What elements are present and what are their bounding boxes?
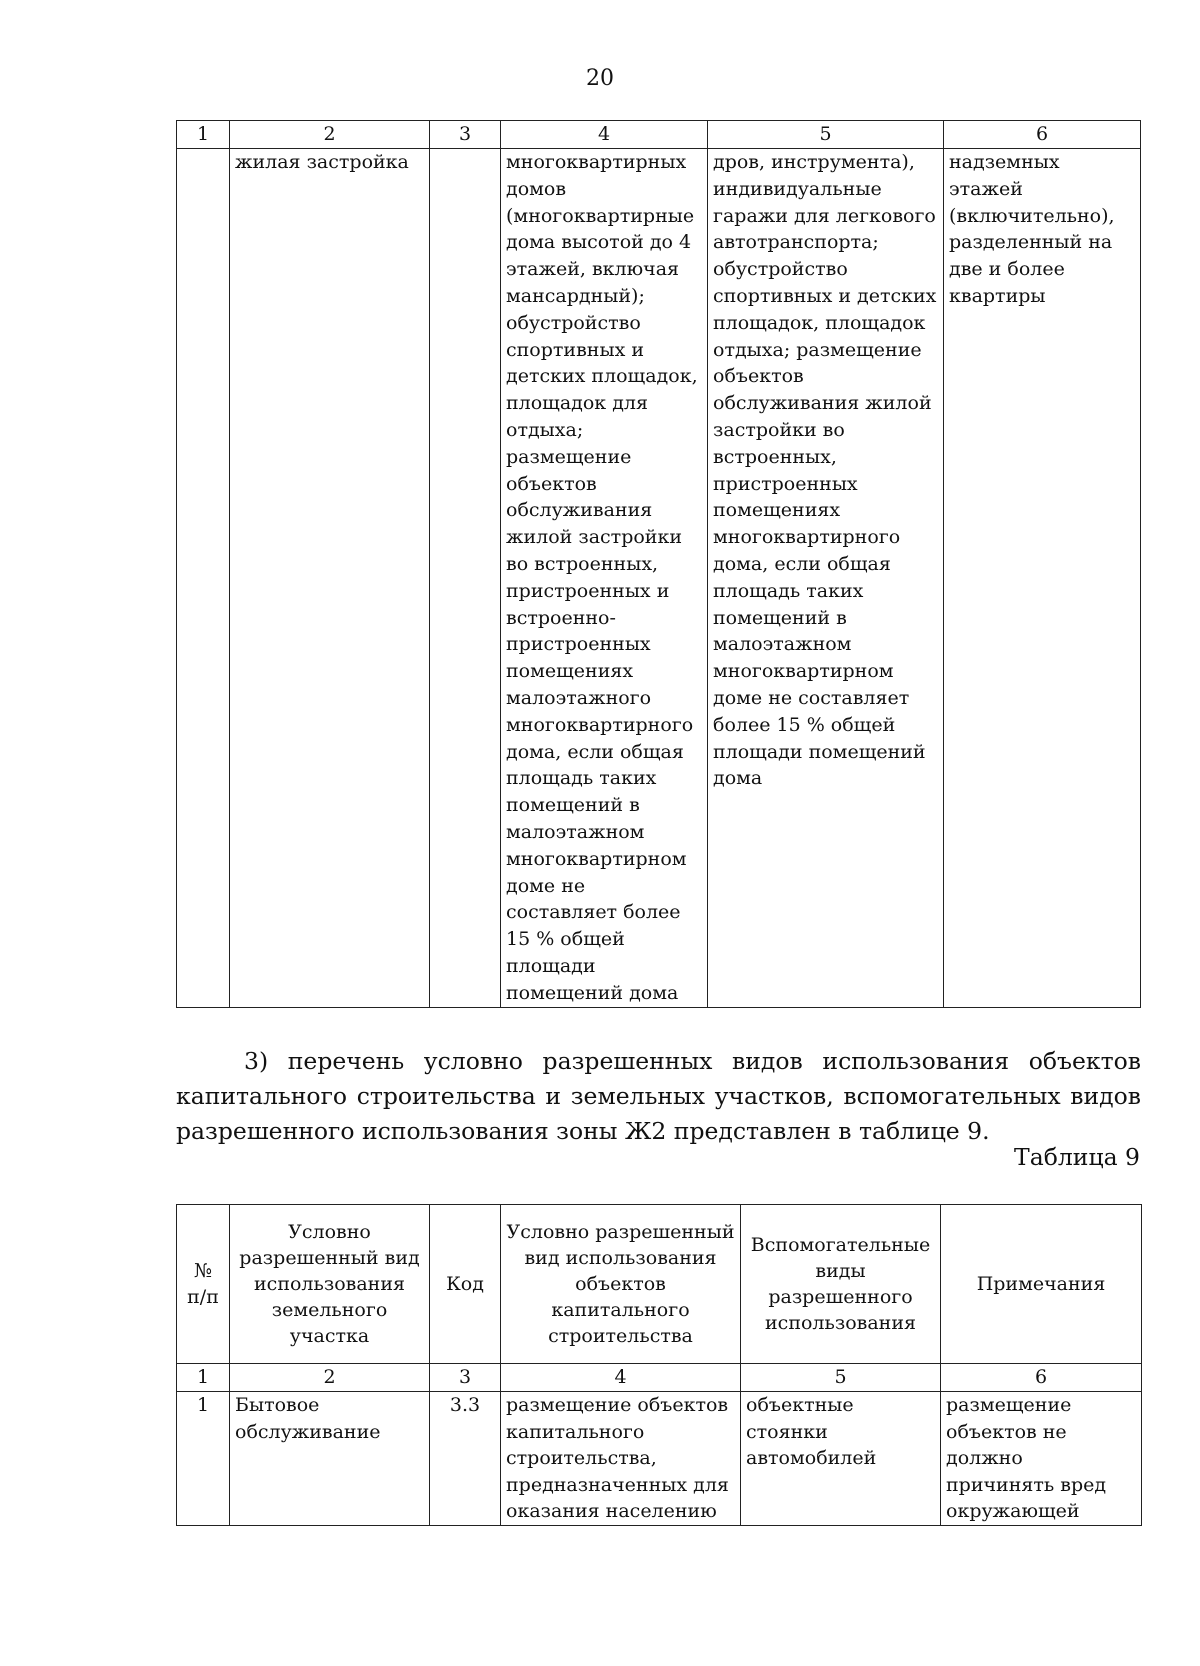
header-code: Код (430, 1205, 501, 1364)
continued-table (176, 120, 1141, 1008)
index-cell: 1 (177, 121, 230, 149)
code-cell (430, 149, 501, 1008)
notes-cell: размещение объектов не должно причинять вред окружающей (941, 1392, 1142, 1526)
header-capital-use: Условно разрешенный вид использования объектов капитального строительства (501, 1205, 741, 1364)
land-use-cell: жилая застройка (230, 149, 430, 1008)
index-cell: 3 (430, 1364, 501, 1392)
header-land-use: Условно разрешенный вид использования земельного участка (230, 1205, 430, 1364)
index-cell: 1 (177, 1364, 230, 1392)
index-cell: 4 (501, 121, 708, 149)
num-cell (177, 149, 230, 1008)
code-cell: 3.3 (430, 1392, 501, 1526)
table-header-row (177, 1205, 1142, 1364)
index-cell: 6 (941, 1364, 1142, 1392)
auxiliary-cell: дров, инструмента), индивидуальные гаражи для легкового автотранспорта; обустройство спортивных и детских площадок, площадок отдыха; размещение объектов обслуживания жилой застройки во встроенных, пристроенных помещениях многоквартирного дома, если общая площадь таких помещений в малоэтажном многоквартирном доме не составляет более 15 % общей площади помещений дома (708, 149, 944, 1008)
index-cell: 3 (430, 121, 501, 149)
notes-cell: надземных этажей (включительно), разделенный на две и более квартиры (944, 149, 1141, 1008)
page-number: 20 (586, 66, 614, 91)
index-cell: 4 (501, 1364, 741, 1392)
table-row (177, 1392, 1142, 1526)
header-auxiliary: Вспомогательные виды разрешенного использования (741, 1205, 941, 1364)
table-caption: Таблица 9 (1014, 1143, 1140, 1171)
header-notes: Примечания (941, 1205, 1142, 1364)
index-cell: 5 (741, 1364, 941, 1392)
paragraph: 3) перечень условно разрешенных видов использования объектов капитального строительства и земельных участков, вспомогательных видов разрешенного использования зоны Ж2 представлен в таблице 9. (176, 1046, 1141, 1145)
land-use-cell: Бытовое обслуживание (230, 1392, 430, 1526)
table-9 (176, 1204, 1142, 1526)
capital-use-cell: размещение объектов капитального строительства, предназначенных для оказания населению (501, 1392, 741, 1526)
num-cell: 1 (177, 1392, 230, 1526)
auxiliary-cell: объектные стоянки автомобилей (741, 1392, 941, 1526)
capital-use-cell: многоквартирных домов (многоквартирные дома высотой до 4 этажей, включая мансардный); обустройство спортивных и детских площадок, площадок для отдыха; размещение объектов обслуживания жилой застройки во встроенных, пристроенных и встроенно-пристроенных помещениях малоэтажного многоквартирного дома, если общая площадь таких помещений в малоэтажном многоквартирном доме не составляет более 15 % общей площади помещений дома (501, 149, 708, 1008)
table-index-row (177, 1364, 1142, 1392)
table-index-row (177, 121, 1141, 149)
index-cell: 2 (230, 121, 430, 149)
index-cell: 2 (230, 1364, 430, 1392)
table-row (177, 149, 1141, 1008)
index-cell: 5 (708, 121, 944, 149)
header-num: № п/п (177, 1205, 230, 1364)
index-cell: 6 (944, 121, 1141, 149)
